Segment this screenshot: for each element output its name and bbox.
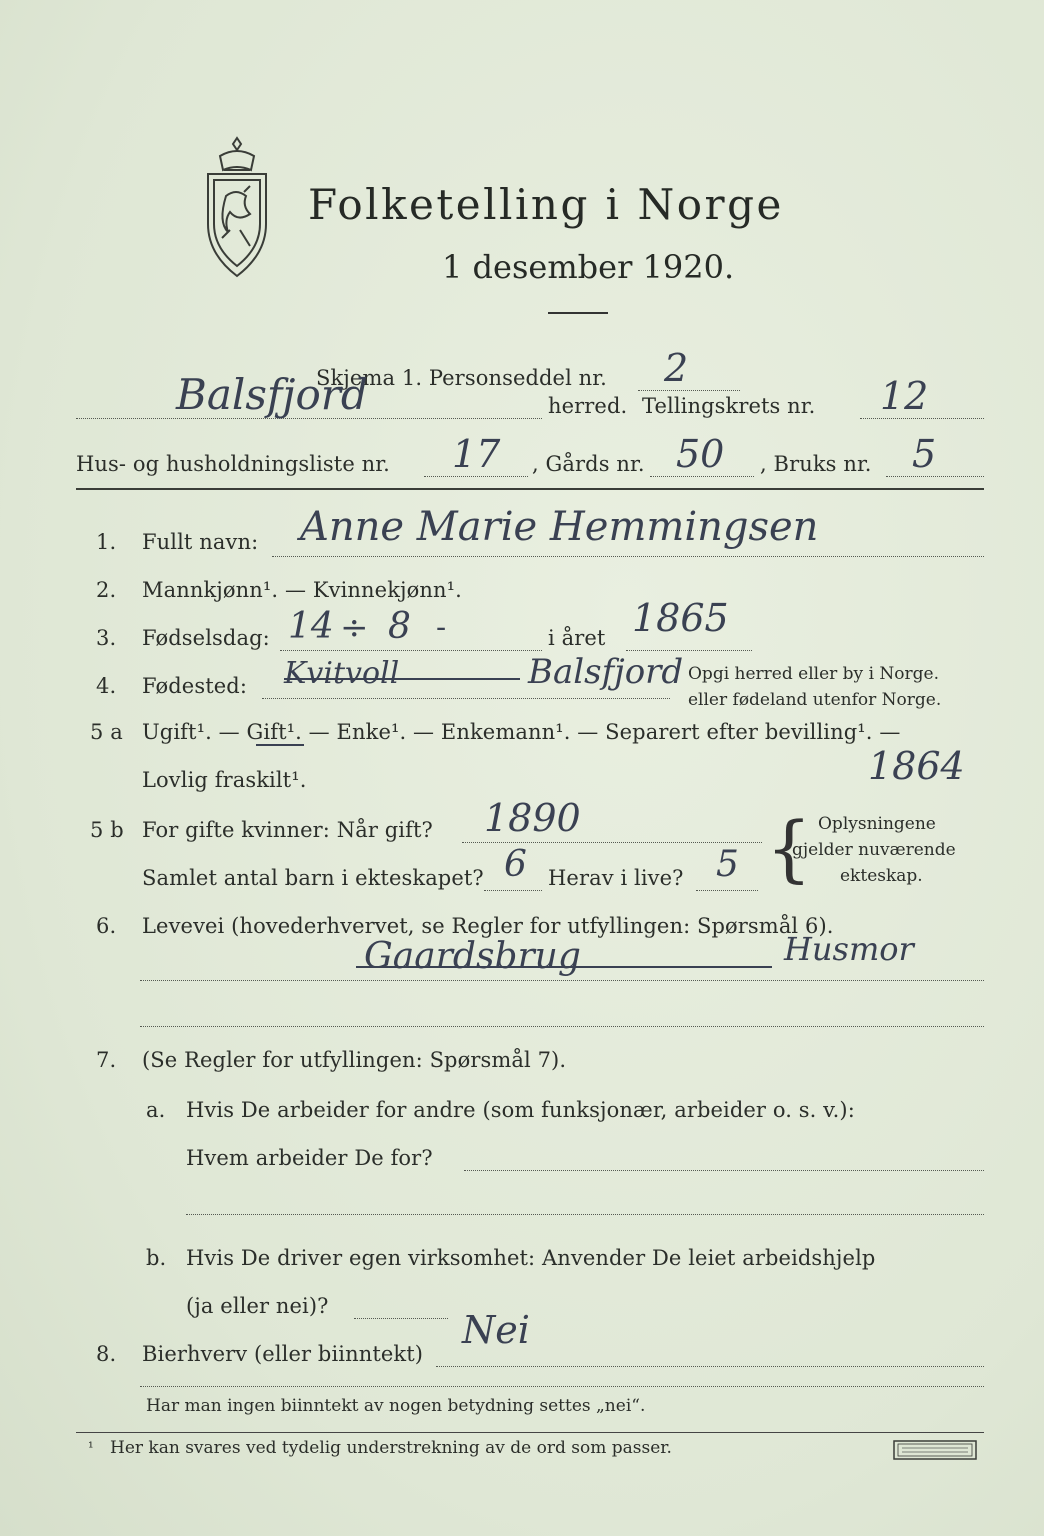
q6-number: 6. <box>96 914 117 938</box>
q6-label: Levevei (hovederhvervet, se Regler for utfyllingen: Spørsmål 6). <box>142 914 834 938</box>
q5b-label3: Herav i live? <box>548 866 684 890</box>
footnote-mark: ¹ <box>88 1440 94 1456</box>
q3-label: Fødselsdag: <box>142 626 270 650</box>
q5a-label2: Lovlig fraskilt¹. <box>142 768 307 792</box>
barn-live-value[interactable]: 5 <box>716 844 739 885</box>
q6-field-line-2 <box>140 1026 984 1027</box>
q5b-gift-field-line <box>462 842 762 843</box>
q2-label: Mannkjønn¹. — Kvinnekjønn¹. <box>142 578 462 602</box>
q4-label: Fødested: <box>142 674 247 698</box>
fraskilt-year-value[interactable]: 1864 <box>868 744 965 788</box>
q7b-letter: b. <box>146 1246 167 1270</box>
q7b-field-line <box>354 1318 448 1319</box>
levevei-struck-value[interactable]: Gaardsbrug <box>364 936 581 977</box>
q2-number: 2. <box>96 578 117 602</box>
q3-year-field-line <box>626 650 752 651</box>
date-separator-2: - <box>436 610 447 645</box>
gards-field-line <box>650 476 754 477</box>
title-divider <box>548 312 608 314</box>
gift-underline <box>256 744 304 746</box>
q5b-label: For gifte kvinner: Når gift? <box>142 818 433 842</box>
q7a-field-line <box>464 1170 984 1171</box>
q7-label: (Se Regler for utfyllingen: Spørsmål 7). <box>142 1048 567 1072</box>
q5b-note3: ekteskap. <box>840 866 923 886</box>
q6-field-line <box>140 980 984 981</box>
q8-field-line <box>436 1366 984 1367</box>
q8-number: 8. <box>96 1342 117 1366</box>
q3-number: 3. <box>96 626 117 650</box>
birthplace-struck-value[interactable]: Kvitvoll <box>284 656 400 691</box>
gift-year-value[interactable]: 1890 <box>484 796 581 840</box>
q3-date-field-line <box>280 650 542 651</box>
q8-label: Bierhverv (eller biinntekt) <box>142 1342 424 1366</box>
birthplace-value[interactable]: Balsfjord <box>528 652 684 692</box>
q5b-label2: Samlet antal barn i ekteskapet? <box>142 866 484 890</box>
birth-day-value[interactable]: 14 <box>288 606 334 647</box>
q3-year-label: i året <box>548 626 606 650</box>
birth-month-value[interactable]: 8 <box>388 606 411 647</box>
q7a-label2: Hvem arbeider De for? <box>186 1146 433 1170</box>
q1-field-line <box>272 556 984 557</box>
bierhverv-value[interactable]: Nei <box>462 1308 530 1352</box>
q7b-label: Hvis De driver egen virksomhet: Anvender De leiet arbeidshjelp <box>186 1246 876 1270</box>
q5b-note1: Oplysningene <box>818 814 936 834</box>
q4-note-line2: eller fødeland utenfor Norge. <box>688 690 942 710</box>
barn-total-value[interactable]: 6 <box>504 844 527 885</box>
footnote-text: Her kan svares ved tydelig understrekning av de ord som passer. <box>110 1438 672 1458</box>
birthplace-strikethrough <box>284 678 520 680</box>
tellingskrets-label: Tellingskrets nr. <box>642 394 816 418</box>
herred-label: herred. <box>548 394 628 418</box>
q5b-live-field-line <box>696 890 758 891</box>
q8-note: Har man ingen biinntekt av nogen betydning settes „nei“. <box>146 1396 646 1416</box>
date-separator: ÷ <box>340 608 369 648</box>
husliste-field-line <box>424 476 528 477</box>
q7-number: 7. <box>96 1048 117 1072</box>
footer-divider <box>76 1432 984 1433</box>
form-title: Folketelling i Norge <box>308 180 784 229</box>
q4-number: 4. <box>96 674 117 698</box>
q5a-label: Ugift¹. — Gift¹. — Enke¹. — Enkemann¹. — Separert efter bevilling¹. — <box>142 720 901 744</box>
q5b-barn-field-line <box>484 890 542 891</box>
q4-field-line <box>262 698 670 699</box>
q8-field-line-2 <box>140 1386 984 1387</box>
coat-of-arms-icon <box>196 134 278 284</box>
personseddel-nr-value[interactable]: 2 <box>664 346 689 390</box>
printer-stamp-icon <box>892 1438 978 1462</box>
census-date: 1 desember 1920. <box>442 248 735 286</box>
levevei-strikethrough <box>356 966 772 968</box>
q5a-number: 5 a <box>90 720 123 744</box>
q5b-number: 5 b <box>90 818 124 842</box>
q1-label: Fullt navn: <box>142 530 259 554</box>
header-divider <box>76 488 984 490</box>
gards-label: , Gårds nr. <box>532 452 645 476</box>
q4-note-line1: Opgi herred eller by i Norge. <box>688 664 939 684</box>
q5b-note2: gjelder nuværende <box>792 840 956 860</box>
personseddel-field-line <box>638 390 740 391</box>
bruks-nr-value[interactable]: 5 <box>912 432 937 476</box>
birth-year-value[interactable]: 1865 <box>632 596 729 640</box>
full-name-value[interactable]: Anne Marie Hemmingsen <box>300 504 819 550</box>
tellingskrets-nr-value[interactable]: 12 <box>880 374 929 418</box>
tellingskrets-field-line <box>860 418 984 419</box>
q5b-brace: { <box>766 806 812 890</box>
bruks-label: , Bruks nr. <box>760 452 872 476</box>
husliste-nr-value[interactable]: 17 <box>452 432 501 476</box>
q7a-letter: a. <box>146 1098 166 1122</box>
q1-number: 1. <box>96 530 117 554</box>
q7a-field-line-2 <box>186 1214 984 1215</box>
q7a-label: Hvis De arbeider for andre (som funksjonær, arbeider o. s. v.): <box>186 1098 855 1122</box>
bruks-field-line <box>886 476 984 477</box>
levevei-value[interactable]: Husmor <box>784 930 914 968</box>
gards-nr-value[interactable]: 50 <box>676 432 725 476</box>
husliste-label: Hus- og husholdningsliste nr. <box>76 452 390 476</box>
q7b-label2: (ja eller nei)? <box>186 1294 329 1318</box>
herred-value[interactable]: Balsfjord <box>176 370 368 419</box>
schema-label: Skjema 1. Personseddel nr. <box>316 366 607 390</box>
